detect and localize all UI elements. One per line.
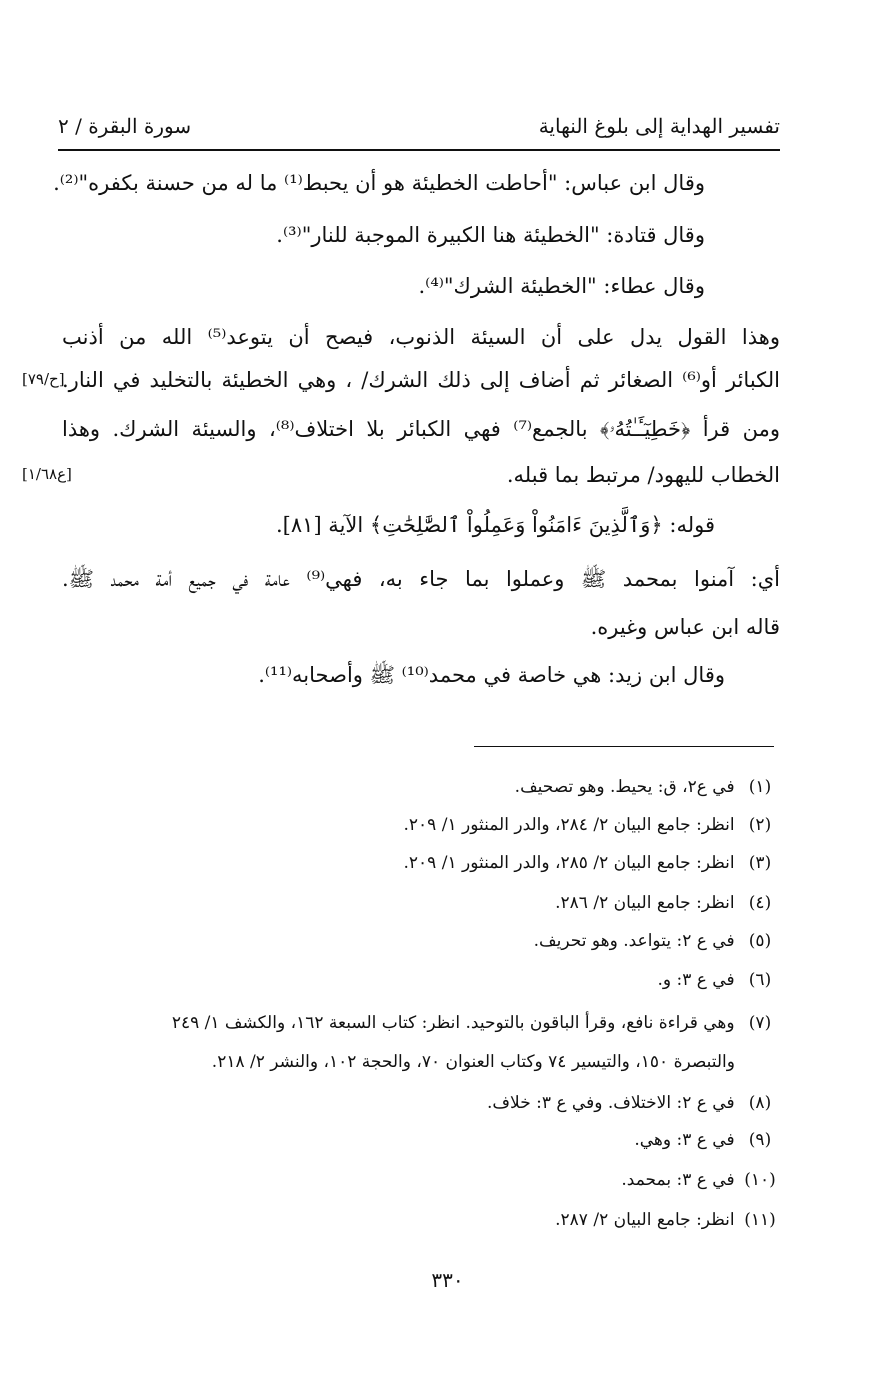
footnote-number: (١٠) (744, 1170, 776, 1190)
text-line: وقال ابن عباس: "أحاطت الخطيئة هو أن يحبط⁽¹⁾ ما له من حسنة بكفره"⁽²⁾. (53, 171, 705, 195)
header-rule (58, 149, 780, 151)
footnote-text: في ع ٢: الاختلاف. وفي ع ٣: خلاف. (487, 1093, 735, 1113)
footnote-number: (٨) (748, 1093, 772, 1113)
footnote-text: انظر: جامع البيان ٢/ ٢٨٧. (555, 1210, 735, 1230)
footnote-number: (٧) (748, 1013, 772, 1033)
footnote-text: في ع٢، ق: يحيط. وهو تصحيف. (514, 777, 735, 797)
text-line: وقال عطاء: "الخطيئة الشرك"⁽⁴⁾. (418, 274, 705, 298)
footnote-number: (٦) (748, 970, 772, 990)
footnote-text: في ع ٣: و. (657, 970, 735, 990)
footnote (172, 1010, 780, 1036)
margin-reference: [ح/٧٩] (22, 370, 65, 388)
margin-reference: [ع١/٦٨] (22, 465, 72, 483)
text-line: الكبائر أو⁽⁶⁾ الصغائر ثم أضاف إلى ذلك الشرك/ ، وهي الخطيئة بالتخليد في النار. (62, 368, 780, 392)
footnote (534, 928, 780, 954)
footnote-continuation (212, 1049, 735, 1075)
footnote-number: (١١) (744, 1210, 776, 1230)
page-number: ٣٣٠ (431, 1268, 464, 1292)
footnote (515, 774, 780, 800)
text-line: قاله ابن عباس وغيره. (590, 615, 780, 639)
text-line: الخطاب لليهود/ مرتبط بما قبله. (506, 463, 780, 487)
text-line: أي: آمنوا بمحمد ﷺ وعملوا بما جاء به، فهي⁽⁹⁾ عامة في جميع أمة محمد ﷺ. (62, 567, 780, 591)
footnote-number: (٥) (748, 931, 772, 951)
surah-label: سورة البقرة / ٢ (58, 114, 192, 138)
footnote-text: في ع ٢: يتواعد. وهو تحريف. (533, 931, 735, 951)
footnote-text: في ع ٣: وهي. (634, 1130, 735, 1150)
book-title: تفسير الهداية إلى بلوغ النهاية (538, 114, 780, 138)
footnote-text: وهي قراءة نافع، وقرأ الباقون بالتوحيد. انظر: كتاب السبعة ١٦٢، والكشف ١/ ٢٤٩ (171, 1013, 735, 1033)
footnote (555, 890, 780, 916)
footnote-number: (١) (748, 777, 772, 797)
footnote (403, 850, 780, 876)
footnote-number: (٢) (748, 815, 772, 835)
text-line: وقال ابن زيد: هي خاصة في محمد⁽¹⁰⁾ ﷺ وأصحابه⁽¹¹⁾. (258, 663, 725, 687)
running-header (58, 108, 780, 148)
footnote-text: انظر: جامع البيان ٢/ ٢٨٥، والدر المنثور ١/ ٢٠٩. (403, 853, 735, 873)
footnote (487, 1090, 780, 1116)
footnote-text: والتبصرة ١٥٠، والتيسير ٧٤ وكتاب العنوان ٧٠، والحجة ١٠٢، والنشر ٢/ ٢١٨. (211, 1052, 735, 1072)
footnote (657, 967, 780, 993)
footnote-rule (474, 746, 774, 747)
text-line: ومن قرأ ﴿خَطِيٓـَٔـٰتُهُۥ﴾ بالجمع⁽⁷⁾ فهي الكبائر بلا اختلاف⁽⁸⁾، والسيئة الشرك. وهذا (62, 417, 780, 441)
text-line: وقال قتادة: "الخطيئة هنا الكبيرة الموجبة للنار"⁽³⁾. (276, 223, 705, 247)
footnote (634, 1127, 780, 1153)
footnote-number: (٤) (748, 893, 772, 913)
quran-verse-line: قوله: ﴿وَٱلَّذِينَ ءَامَنُواْ وَعَمِلُواْ ٱلصَّٰلِحَٰتِ﴾ الآية [٨١]. (276, 513, 715, 537)
footnote (621, 1167, 780, 1193)
footnote (555, 1207, 780, 1233)
footnote-text: في ع ٣: بمحمد. (621, 1170, 735, 1190)
footnote-number: (٩) (748, 1130, 772, 1150)
footnote-number: (٣) (748, 853, 772, 873)
footnote-text: انظر: جامع البيان ٢/ ٢٨٤، والدر المنثور ١/ ٢٠٩. (403, 815, 735, 835)
footnote (403, 812, 780, 838)
text-line: وهذا القول يدل على أن السيئة الذنوب، فيصح أن يتوعد⁽⁵⁾ الله من أذنب (62, 325, 780, 349)
footnote-text: انظر: جامع البيان ٢/ ٢٨٦. (555, 893, 735, 913)
